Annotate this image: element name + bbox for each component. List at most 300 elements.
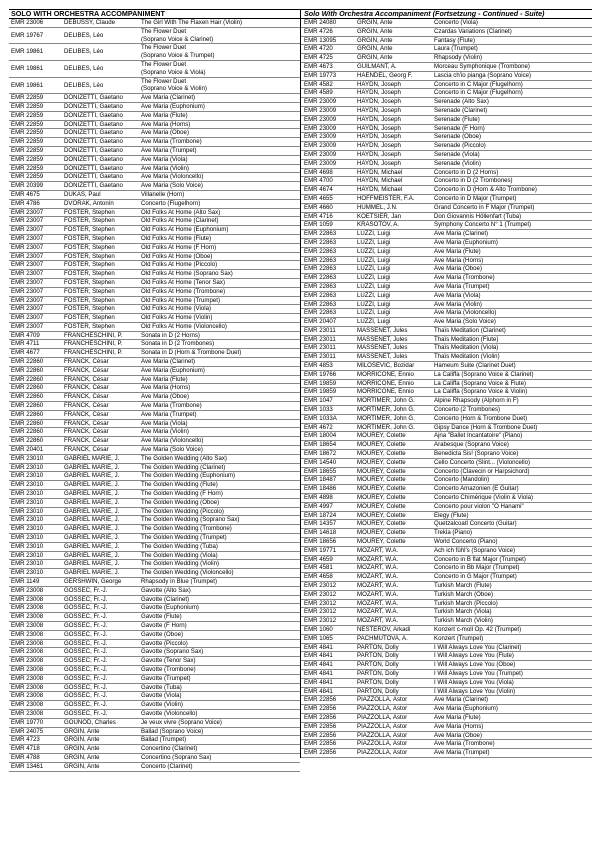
catalog-number: EMR 4675 (11, 190, 40, 198)
work-title: Concerto (Horn & Trombone Duet) (434, 414, 528, 422)
work-title: Concerto (Viola) (434, 19, 478, 26)
work-title: I Will Always Love You (Violin) (434, 687, 516, 695)
composer-name: GOSSEC, Fr.-J. (64, 595, 108, 603)
catalog-row (301, 327, 592, 336)
catalog-number: EMR 23011 (304, 353, 336, 361)
work-title: The Golden Wedding (Violin) (141, 560, 220, 568)
composer-name: GOSSEC, Fr.-J. (64, 665, 108, 673)
catalog-row (9, 684, 300, 693)
work-title: Ave Maria (Euphonium) (434, 705, 498, 713)
composer-name: DONIZETTI, Gaetano (64, 111, 123, 119)
catalog-row (301, 424, 592, 433)
catalog-row (301, 608, 592, 617)
work-title: The Golden Wedding (Tuba) (141, 542, 218, 550)
catalog-number: EMR 18656 (304, 538, 337, 546)
composer-name: LUZZI, Luigi (357, 274, 391, 282)
composer-name: GABRIEL MARIE, J. (64, 472, 120, 480)
work-title: The Flower Duet (Soprano Voice & Clarinet) (141, 27, 214, 43)
work-title: Gavotte (Flute) (141, 613, 182, 621)
catalog-row (301, 89, 592, 98)
work-title: Ave Maria (Solo Voice) (141, 182, 203, 190)
catalog-number: EMR 1047 (304, 397, 333, 405)
catalog-number: EMR 23007 (11, 226, 44, 234)
composer-name: MOZART, W.A. (357, 599, 399, 607)
catalog-row (301, 239, 592, 248)
catalog-number: EMR 22860 (11, 375, 44, 383)
work-title: Symphony Concerto N° 1 (Trumpet) (434, 221, 532, 229)
catalog-number: EMR 24075 (11, 727, 44, 735)
catalog-number: EMR 4674 (304, 186, 333, 194)
work-title: I Will Always Love You (Oboe) (434, 661, 516, 669)
catalog-number: EMR 23012 (304, 590, 337, 598)
catalog-number: EMR 23010 (11, 463, 44, 471)
catalog-row (301, 415, 592, 424)
catalog-number: EMR 4581 (304, 564, 333, 572)
catalog-row (9, 525, 300, 534)
catalog-number: EMR 23011 (304, 344, 336, 352)
work-title: Concerto in D (2 Horns) (434, 168, 499, 176)
composer-name: FRANCK, César (64, 393, 109, 401)
catalog-number: EMR 23008 (11, 657, 44, 665)
composer-name: FRANCK, César (64, 402, 109, 410)
catalog-row (301, 564, 592, 573)
composer-name: FRANCK, César (64, 375, 109, 383)
work-title: Gavotte (Soprano Sax) (141, 648, 204, 656)
catalog-number: EMR 4716 (304, 212, 333, 220)
work-title: Rhapsody in Blue (Trumpet) (141, 578, 217, 585)
work-title: Turkish March (Viola) (434, 608, 492, 616)
catalog-row (301, 494, 592, 503)
composer-name: GOSSEC, Fr.-J. (64, 604, 108, 612)
work-title: Ave Maria (Violin) (141, 428, 189, 436)
work-title: The Golden Wedding (Violoncello) (141, 569, 234, 577)
catalog-number: EMR 4841 (304, 669, 333, 677)
composer-name: GERSHWIN, George (64, 578, 122, 585)
composer-name: HAYDN, Joseph (357, 80, 401, 88)
left-column-header: SOLO WITH ORCHESTRA ACCOMPANIMENT (9, 9, 300, 19)
catalog-row (301, 72, 592, 81)
catalog-number: EMR 4718 (11, 745, 40, 753)
catalog-number: EMR 4898 (304, 494, 333, 502)
catalog-number: EMR 22856 (304, 696, 337, 704)
catalog-number: EMR 4582 (304, 80, 333, 88)
work-title: Concerto in G Major (Trumpet) (434, 573, 517, 581)
work-title: Serenade (Violin) (434, 159, 481, 167)
catalog-row (301, 318, 592, 327)
catalog-row (9, 648, 300, 657)
composer-name: FOSTER, Stephen (64, 208, 115, 216)
composer-name: GOSSEC, Fr.-J. (64, 613, 108, 621)
work-title: The Golden Wedding (Trombone) (141, 525, 232, 533)
catalog-number: EMR 23007 (11, 278, 44, 286)
work-title: Ave Maria (Viola) (141, 419, 188, 427)
catalog-row (9, 332, 300, 341)
catalog-number: EMR 23007 (11, 296, 44, 304)
composer-name: GABRIEL MARIE, J. (64, 498, 120, 506)
composer-name: LUZZI, Luigi (357, 238, 391, 246)
composer-name: FRANCK, César (64, 428, 109, 436)
composer-name: PIAZZOLLA, Astor (357, 696, 408, 704)
catalog-number: EMR 22859 (11, 164, 44, 172)
catalog-row (9, 719, 300, 728)
catalog-row (9, 622, 300, 631)
catalog-row (301, 644, 592, 653)
composer-name: HAYDN, Joseph (357, 106, 401, 114)
work-title: Ballad (Soprano Voice) (141, 727, 204, 735)
catalog-number: EMR 20407 (304, 318, 337, 326)
catalog-number: EMR 4700 (304, 177, 333, 185)
work-title: Quetzalcoatl Concerto (Guitar) (434, 520, 517, 528)
catalog-number: EMR 4841 (304, 687, 333, 695)
catalog-number: EMR 23008 (11, 665, 44, 673)
composer-name: FOSTER, Stephen (64, 226, 115, 234)
work-title: Ave Maria (Oboe) (141, 393, 189, 401)
work-title: Concertino (Soprano Sax) (141, 753, 212, 761)
catalog-number: EMR 19766 (304, 370, 337, 378)
catalog-row (301, 670, 592, 679)
composer-name: FOSTER, Stephen (64, 234, 115, 242)
catalog-number: EMR 20399 (11, 182, 44, 190)
catalog-row (9, 297, 300, 306)
work-title: Ave Maria (Flute) (434, 713, 481, 721)
composer-name: MOZART, W.A. (357, 617, 399, 625)
catalog-number: EMR 22859 (11, 129, 44, 137)
composer-name: MOUREY, Colette (357, 432, 406, 440)
catalog-row (9, 235, 300, 244)
catalog-row (301, 714, 592, 723)
composer-name: MOUREY, Colette (357, 458, 406, 466)
catalog-number: EMR 23008 (11, 595, 44, 603)
catalog-row (301, 380, 592, 389)
catalog-number: EMR 23007 (11, 270, 44, 278)
catalog-row (301, 151, 592, 160)
catalog-row (301, 336, 592, 345)
work-title: Trekla (Piano) (434, 529, 473, 537)
work-title: Ave Maria (Clarinet) (141, 94, 196, 102)
catalog-row (9, 103, 300, 112)
catalog-row (9, 481, 300, 490)
catalog-row (9, 631, 300, 640)
catalog-number: EMR 23008 (11, 586, 44, 594)
catalog-number: EMR 22856 (304, 713, 337, 721)
composer-name: DEBUSSY, Claude (64, 19, 116, 26)
composer-name: MOUREY, Colette (357, 520, 406, 528)
composer-name: MOUREY, Colette (357, 450, 406, 458)
composer-name: DELIBES, Léo (64, 64, 104, 72)
catalog-number: EMR 23010 (11, 551, 44, 559)
composer-name: PARTON, Dolly (357, 678, 399, 686)
catalog-number: EMR 4589 (304, 89, 333, 97)
catalog-row (301, 19, 592, 28)
catalog-row (9, 499, 300, 508)
catalog-row (301, 626, 592, 635)
catalog-row (301, 556, 592, 565)
work-title: Ave Maria (Oboe) (141, 129, 189, 137)
work-title: Ave Maria (Trumpet) (434, 282, 490, 290)
catalog-row (9, 173, 300, 182)
catalog-number: EMR 23008 (11, 639, 44, 647)
catalog-number: EMR 22860 (11, 419, 44, 427)
catalog-row (301, 441, 592, 450)
composer-name: DONIZETTI, Gaetano (64, 129, 123, 137)
catalog-row (301, 732, 592, 741)
catalog-row (9, 367, 300, 376)
catalog-number: EMR 18724 (304, 511, 337, 519)
composer-name: PIAZZOLLA, Astor (357, 731, 408, 739)
work-title: Gavotte (Violin) (141, 701, 183, 709)
catalog-row (9, 358, 300, 367)
work-title: Sonata in D (Horn & Trombone Duet) (141, 349, 242, 357)
catalog-row (301, 406, 592, 415)
catalog-number: EMR 22859 (11, 120, 44, 128)
composer-name: MOUREY, Colette (357, 441, 406, 449)
right-column (300, 9, 592, 758)
work-title: Ave Maria (Trumpet) (141, 410, 197, 418)
catalog-number: EMR 22863 (304, 274, 337, 282)
catalog-row (301, 230, 592, 239)
composer-name: GOSSEC, Fr.-J. (64, 701, 108, 709)
composer-name: GRGIN, Ante (357, 27, 393, 35)
work-title: Je veux vivre (Soprano Voice) (141, 718, 222, 726)
catalog-number: EMR 19773 (304, 71, 337, 79)
composer-name: GOSSEC, Fr.-J. (64, 630, 108, 638)
composer-name: PARTON, Dolly (357, 669, 399, 677)
catalog-row (301, 160, 592, 169)
catalog-number: EMR 4709 (11, 331, 40, 339)
catalog-row (301, 283, 592, 292)
composer-name: GOSSEC, Fr.-J. (64, 683, 108, 691)
catalog-row (9, 587, 300, 596)
work-title: Concerto pour violon "O Hanami" (434, 502, 524, 510)
work-title: Concerto in D (Horn & Alto Trombone) (434, 186, 537, 194)
composer-name: FOSTER, Stephen (64, 217, 115, 225)
catalog-row (301, 265, 592, 274)
catalog-number: EMR 23009 (304, 115, 337, 123)
catalog-number: EMR 22856 (304, 749, 337, 757)
work-title: Ave Maria (Clarinet) (141, 358, 196, 366)
catalog-number: EMR 22860 (11, 366, 44, 374)
work-title: Ave Maria (Horns) (141, 384, 191, 392)
catalog-row (9, 428, 300, 437)
composer-name: MASSENET, Jules (357, 335, 408, 343)
work-title: Gavotte (Oboe) (141, 630, 183, 638)
catalog-row (9, 604, 300, 613)
catalog-row (9, 121, 300, 130)
catalog-number: EMR 4725 (304, 54, 333, 62)
work-title: Arabesque (Soprano Voice) (434, 441, 509, 449)
catalog-row (301, 503, 592, 512)
work-title: Ave Maria (Viola) (434, 291, 481, 299)
composer-name: GRGIN, Ante (64, 753, 100, 761)
composer-name: PIAZZOLLA, Astor (357, 722, 408, 730)
work-title: The Golden Wedding (Viola) (141, 551, 218, 559)
catalog-number: EMR 23007 (11, 287, 44, 295)
catalog-row (301, 582, 592, 591)
catalog-number: EMR 22863 (304, 300, 337, 308)
catalog-row (301, 485, 592, 494)
catalog-number: EMR 22859 (11, 155, 44, 163)
work-title: Turkish March (Piccolo) (434, 599, 498, 607)
composer-name: LUZZI, Luigi (357, 282, 391, 290)
catalog-number: EMR 19771 (304, 546, 337, 554)
catalog-number: EMR 23010 (11, 507, 44, 515)
work-title: Benedicta Sis! (Soprano Voice) (434, 450, 519, 458)
catalog-number: EMR 4723 (11, 736, 40, 744)
catalog-row (9, 666, 300, 675)
catalog-number: EMR 22860 (11, 384, 44, 392)
catalog-row (9, 349, 300, 358)
work-title: The Flower Duet (Soprano Voice & Trumpet) (141, 44, 215, 60)
catalog-number: EMR 23012 (304, 582, 337, 589)
work-title: The Golden Wedding (F Horn) (141, 490, 223, 498)
catalog-number: EMR 4659 (304, 555, 333, 563)
catalog-row (9, 701, 300, 710)
composer-name: PARTON, Dolly (357, 643, 399, 651)
composer-name: FRANCHESCHINI, P. (64, 349, 123, 357)
composer-name: HAYDN, Joseph (357, 89, 401, 97)
composer-name: HUMMEL, J.N. (357, 203, 398, 211)
work-title: Laura (Trumpet) (434, 45, 478, 53)
catalog-number: EMR 18004 (304, 432, 337, 440)
work-title: Old Folks At Home (Violoncello) (141, 322, 227, 330)
composer-name: MOZART, W.A. (357, 590, 399, 598)
composer-name: PIAZZOLLA, Astor (357, 713, 408, 721)
catalog-row (301, 362, 592, 371)
work-title: Old Folks At Home (Tenor Sax) (141, 278, 225, 286)
composer-name: PARTON, Dolly (357, 661, 399, 669)
catalog-row (9, 508, 300, 517)
work-title: The Flower Duet (Soprano Voice & Violin) (141, 77, 207, 93)
composer-name: FOSTER, Stephen (64, 305, 115, 313)
catalog-number: EMR 4788 (11, 753, 40, 761)
catalog-row (9, 675, 300, 684)
composer-name: DONIZETTI, Gaetano (64, 138, 123, 146)
composer-name: GABRIEL MARIE, J. (64, 516, 120, 524)
composer-name: LUZZI, Luigi (357, 309, 391, 317)
composer-name: GUILMANT, A. (357, 62, 397, 70)
catalog-row (9, 569, 300, 578)
composer-name: LUZZI, Luigi (357, 230, 391, 238)
catalog-number: EMR 23010 (11, 560, 44, 568)
composer-name: DUKAS, Paul (64, 190, 101, 198)
work-title: Concerto (2 Trombones) (434, 406, 501, 414)
composer-name: HAYDN, Joseph (357, 142, 401, 150)
catalog-number: EMR 1060 (304, 625, 333, 633)
catalog-number: EMR 23007 (11, 234, 44, 242)
work-title: La Califfa (Soprano Voice & Clarinet) (434, 370, 534, 378)
work-title: Serenade (F Horn) (434, 124, 485, 132)
catalog-number: EMR 19861 (11, 48, 44, 56)
catalog-row (9, 112, 300, 121)
composer-name: MORRICONE, Ennio (357, 379, 414, 387)
catalog-number: EMR 23009 (304, 159, 337, 167)
catalog-row (9, 217, 300, 226)
catalog-number: EMR 23010 (11, 525, 44, 533)
catalog-number: EMR 18672 (304, 450, 337, 458)
catalog-row (9, 78, 300, 95)
composer-name: GABRIEL MARIE, J. (64, 551, 120, 559)
composer-name: HAYDN, Joseph (357, 98, 401, 106)
catalog-row (9, 138, 300, 147)
catalog-row (9, 376, 300, 385)
work-title: Ave Maria (Violoncello) (141, 437, 204, 445)
right-rows (301, 19, 592, 758)
composer-name: DELIBES, Léo (64, 31, 104, 39)
composer-name: FRANCK, César (64, 358, 109, 366)
catalog-number: EMR 23010 (11, 490, 44, 498)
catalog-number: EMR 23012 (304, 617, 337, 625)
work-title: Gavotte (Piccolo) (141, 639, 188, 647)
work-title: Gavotte (Violoncello) (141, 709, 198, 717)
composer-name: GRGIN, Ante (64, 762, 100, 770)
composer-name: GOSSEC, Fr.-J. (64, 674, 108, 682)
catalog-number: EMR 23009 (304, 98, 337, 106)
work-title: Ave Maria (Euphonium) (434, 238, 498, 246)
composer-name: GOSSEC, Fr.-J. (64, 709, 108, 717)
composer-name: GOUNOD, Charles (64, 718, 116, 726)
catalog-row (9, 61, 300, 78)
catalog-number: EMR 13095 (304, 36, 337, 44)
catalog-row (9, 640, 300, 649)
catalog-number: EMR 18486 (304, 485, 337, 493)
catalog-number: EMR 22863 (304, 309, 337, 317)
catalog-number: EMR 1059 (304, 221, 333, 229)
catalog-row (9, 209, 300, 218)
catalog-row (301, 432, 592, 441)
work-title: Concerto (Mandolin) (434, 476, 490, 484)
catalog-row (301, 221, 592, 230)
work-title: Gavotte (Clarinet) (141, 595, 190, 603)
catalog-row (301, 353, 592, 362)
composer-name: DONIZETTI, Gaetano (64, 164, 123, 172)
catalog-row (301, 204, 592, 213)
composer-name: GRGIN, Ante (64, 727, 100, 735)
catalog-row (9, 393, 300, 402)
work-title: Concerto (Clarinet) (141, 762, 193, 770)
catalog-row (301, 257, 592, 266)
composer-name: MOZART, W.A. (357, 582, 399, 589)
work-title: The Golden Wedding (Alto Sax) (141, 454, 227, 462)
work-title: Gavotte (Trombone) (141, 665, 196, 673)
catalog-row (301, 740, 592, 749)
work-title: Ave Maria (Viola) (141, 155, 188, 163)
catalog-row (301, 450, 592, 459)
composer-name: GRGIN, Ante (357, 19, 393, 26)
catalog-row (301, 600, 592, 609)
work-title: Old Folks At Home (Alto Sax) (141, 208, 221, 216)
work-title: Elegy (Flute) (434, 511, 469, 519)
work-title: Ave Maria (Horns) (434, 722, 484, 730)
composer-name: GABRIEL MARIE, J. (64, 569, 120, 577)
catalog-row (9, 490, 300, 499)
catalog-row (301, 749, 592, 758)
composer-name: GOSSEC, Fr.-J. (64, 639, 108, 647)
work-title: The Golden Wedding (Clarinet) (141, 463, 226, 471)
work-title: Konzert (Trumpet) (434, 634, 484, 642)
catalog-row (301, 28, 592, 37)
catalog-number: EMR 4853 (304, 362, 333, 370)
work-title: Ave Maria (Flute) (141, 111, 188, 119)
composer-name: DELIBES, Léo (64, 81, 104, 89)
catalog-row (301, 177, 592, 186)
catalog-number: EMR 23009 (304, 142, 337, 150)
catalog-row (9, 534, 300, 543)
catalog-number: EMR 23008 (11, 709, 44, 717)
catalog-number: EMR 4673 (304, 62, 333, 70)
work-title: Concerto in D Major (Trumpet) (434, 194, 517, 202)
work-title: I Will Always Love You (Viola) (434, 678, 514, 686)
composer-name: GRGIN, Ante (64, 745, 100, 753)
